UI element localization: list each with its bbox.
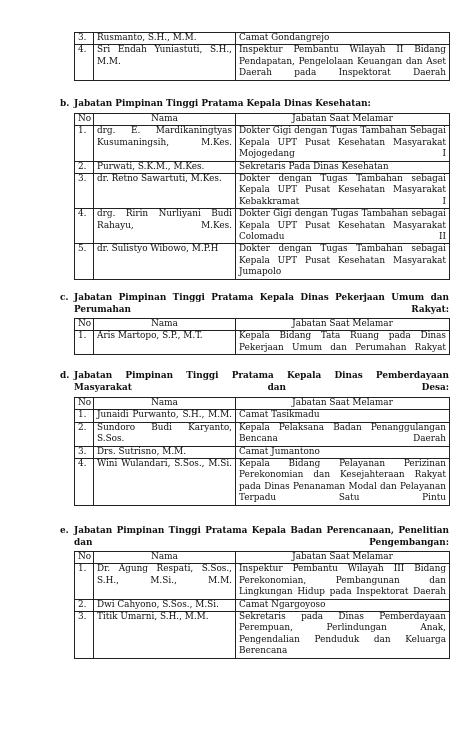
cell-no: 2. bbox=[75, 599, 94, 611]
cell-jabatan: Sekretaris pada Dinas Pemberdayaan Perempuan, Perlindungan Anak, Pengendalian Penduduk dan Keluarga Berencana bbox=[236, 612, 450, 659]
cell-nama: Drs. Sutrisno, M.M. bbox=[94, 446, 236, 458]
section-title: Jabatan Pimpinan Tinggi Pratama Kepala Dinas Pemberdayaan Masyarakat dan Desa: bbox=[74, 371, 449, 393]
cell-nama: drg. Ririn Nurliyani Budi Rahayu, M.Kes. bbox=[94, 209, 236, 244]
header-no: No bbox=[75, 552, 94, 564]
table-row bbox=[75, 612, 450, 659]
table-continuation bbox=[74, 32, 450, 81]
cell-nama: Dr. Agung Respati, S.Sos., S.H., M.Si., M.M. bbox=[94, 564, 236, 599]
table-row bbox=[75, 459, 450, 506]
header-no: No bbox=[75, 319, 94, 331]
cell-no: 5. bbox=[75, 244, 94, 279]
section-title: Jabatan Pimpinan Tinggi Pratama Kepala Dinas Pekerjaan Umum dan Perumahan Rakyat: bbox=[74, 293, 449, 315]
table-row bbox=[75, 161, 450, 173]
cell-no: 3. bbox=[75, 446, 94, 458]
cell-nama: Aris Martopo, S.P., M.T. bbox=[94, 331, 236, 355]
cell-nama: Junaidi Purwanto, S.H., M.M. bbox=[94, 410, 236, 422]
cell-jabatan: Dokter dengan Tugas Tambahan sebagai Kepala UPT Pusat Kesehatan Masyarakat Kebakkramat I bbox=[236, 174, 450, 209]
cell-no: 2. bbox=[75, 422, 94, 446]
table-row bbox=[75, 410, 450, 422]
header-jabatan: Jabatan Saat Melamar bbox=[236, 552, 450, 564]
table-row bbox=[75, 45, 450, 80]
cell-jabatan: Kepala Bidang Tata Ruang pada Dinas Pekerjaan Umum dan Perumahan Rakyat bbox=[236, 331, 450, 355]
cell-nama: drg. E. Mardikaningtyas Kusumaningsih, M.Kes. bbox=[94, 126, 236, 161]
section-label: d. bbox=[60, 371, 70, 381]
table-dinas-pmd bbox=[74, 397, 450, 506]
table-row bbox=[75, 33, 450, 45]
header-jabatan: Jabatan Saat Melamar bbox=[236, 114, 450, 126]
cell-jabatan: Dokter Gigi dengan Tugas Tambahan sebagai Kepala UPT Pusat Kesehatan Masyarakat Colomadu II bbox=[236, 209, 450, 244]
section-label: c. bbox=[60, 293, 69, 303]
cell-jabatan: Inspektur Pembantu Wilayah III Bidang Perekonomian, Pembangunan dan Lingkungan Hidup pada Inspektorat Daerah bbox=[236, 564, 450, 599]
cell-jabatan: Kepala Bidang Pelayanan Perizinan Perekonomian dan Kesejahteraan Rakyat pada Dinas Penanaman Modal dan Pelayanan Terpadu Satu Pintu bbox=[236, 459, 450, 506]
cell-no: 3. bbox=[75, 174, 94, 209]
section-title: Jabatan Pimpinan Tinggi Pratama Kepala Dinas Kesehatan: bbox=[74, 99, 371, 109]
header-nama: Nama bbox=[94, 319, 236, 331]
cell-no: 1. bbox=[75, 331, 94, 355]
table-row bbox=[75, 446, 450, 458]
cell-no: 4. bbox=[75, 459, 94, 506]
table-row bbox=[75, 209, 450, 244]
cell-jabatan: Camat Tasikmadu bbox=[236, 410, 450, 422]
cell-jabatan: Kepala Pelaksana Badan Penanggulangan Bencana Daerah bbox=[236, 422, 450, 446]
header-nama: Nama bbox=[94, 552, 236, 564]
cell-jabatan: Sekretaris Pada Dinas Kesehatan bbox=[236, 161, 450, 173]
header-jabatan: Jabatan Saat Melamar bbox=[236, 319, 450, 331]
table-row bbox=[75, 244, 450, 279]
section-title: Jabatan Pimpinan Tinggi Pratama Kepala Badan Perencanaan, Penelitian dan Pengembangan: bbox=[74, 526, 449, 548]
cell-nama: Purwati, S.K.M., M.Kes. bbox=[94, 161, 236, 173]
table-dinas-kesehatan bbox=[74, 113, 450, 280]
section-b-heading bbox=[60, 99, 449, 111]
cell-jabatan: Inspektur Pembantu Wilayah II Bidang Pendapatan, Pengelolaan Keuangan dan Aset Daerah pada Inspektorat Daerah bbox=[236, 45, 450, 80]
table-dinas-pupr bbox=[74, 318, 450, 355]
table-header-row bbox=[75, 114, 450, 126]
table-bappeda bbox=[74, 551, 450, 659]
cell-no: 1. bbox=[75, 126, 94, 161]
cell-jabatan: Camat Gondangrejo bbox=[236, 33, 450, 45]
section-e-heading bbox=[60, 526, 449, 550]
header-nama: Nama bbox=[94, 398, 236, 410]
header-nama: Nama bbox=[94, 114, 236, 126]
section-c-heading bbox=[60, 293, 449, 317]
cell-nama: dr. Sulistyo Wibowo, M.P.H bbox=[94, 244, 236, 279]
cell-nama: Wini Wulandari, S.Sos., M.Si. bbox=[94, 459, 236, 506]
cell-no: 1. bbox=[75, 564, 94, 599]
cell-nama: dr. Retno Sawartuti, M.Kes. bbox=[94, 174, 236, 209]
table-row bbox=[75, 126, 450, 161]
table-row bbox=[75, 331, 450, 355]
header-jabatan: Jabatan Saat Melamar bbox=[236, 398, 450, 410]
cell-jabatan: Dokter dengan Tugas Tambahan sebagai Kepala UPT Pusat Kesehatan Masyarakat Jumapolo bbox=[236, 244, 450, 279]
cell-nama: Rusmanto, S.H., M.M. bbox=[94, 33, 236, 45]
cell-no: 2. bbox=[75, 161, 94, 173]
cell-nama: Sundoro Budi Karyanto, S.Sos. bbox=[94, 422, 236, 446]
header-no: No bbox=[75, 398, 94, 410]
table-row bbox=[75, 174, 450, 209]
section-d-heading bbox=[60, 371, 449, 395]
table-header-row bbox=[75, 319, 450, 331]
table-header-row bbox=[75, 398, 450, 410]
table-row bbox=[75, 564, 450, 599]
cell-no: 4. bbox=[75, 45, 94, 80]
table-row bbox=[75, 599, 450, 611]
section-label: e. bbox=[60, 526, 69, 536]
table-header-row bbox=[75, 552, 450, 564]
header-no: No bbox=[75, 114, 94, 126]
cell-no: 4. bbox=[75, 209, 94, 244]
cell-no: 3. bbox=[75, 612, 94, 659]
cell-jabatan: Dokter Gigi dengan Tugas Tambahan Sebagai Kepala UPT Pusat Kesehatan Masyarakat Mojogedang I bbox=[236, 126, 450, 161]
cell-jabatan: Camat Jumantono bbox=[236, 446, 450, 458]
cell-no: 1. bbox=[75, 410, 94, 422]
cell-nama: Dwi Cahyono, S.Sos., M.Si. bbox=[94, 599, 236, 611]
cell-jabatan: Camat Ngargoyoso bbox=[236, 599, 450, 611]
cell-nama: Sri Endah Yuniastuti, S.H., M.M. bbox=[94, 45, 236, 80]
cell-no: 3. bbox=[75, 33, 94, 45]
table-row bbox=[75, 422, 450, 446]
section-label: b. bbox=[60, 99, 70, 109]
cell-nama: Titik Umarni, S.H., M.M. bbox=[94, 612, 236, 659]
